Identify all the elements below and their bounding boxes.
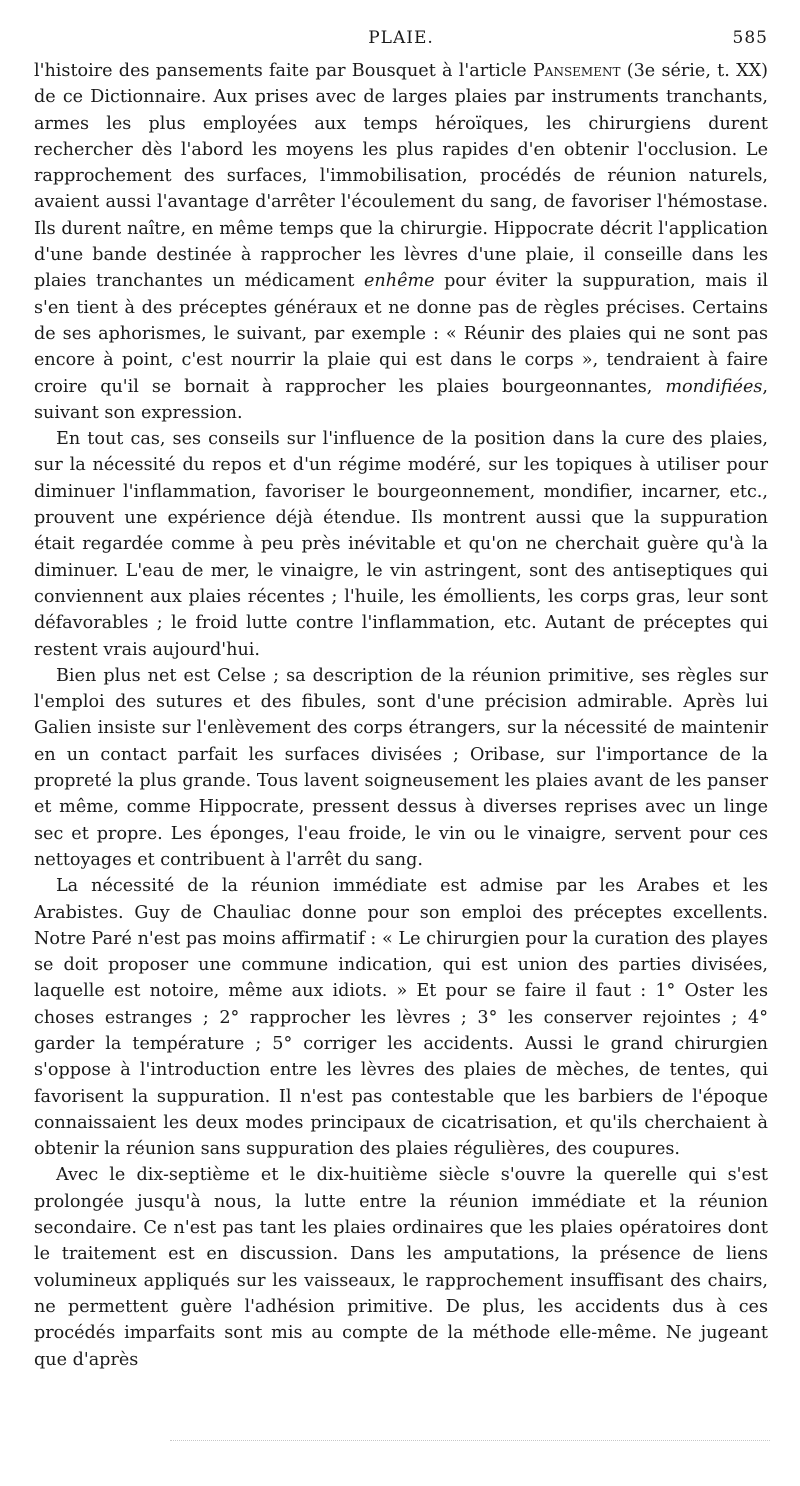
paragraph-1-text-d: , suivant son expression. xyxy=(34,376,768,423)
paragraph-2: En tout cas, ses conseils sur l'influence de la position dans la cure des plaies, sur la nécessité du repos et d'un régime modéré, sur les topiques à utiliser pour diminuer l'inflammation, favoriser le bourgeonnement, mondifier, incarner, etc., prouvent une expérience déjà étendue. Ils montrent aussi que la suppuration était regardée comme à peu près inévitable et qu'on ne cherchait guère qu'à la diminuer. L'eau de mer, le vinaigre, le vin astringent, sont des antiseptiques qui conviennent aux plaies récentes ; l'huile, les émollients, les corps gras, leur sont défavorables ; le froid lutte contre l'inflammation, etc. Autant de préceptes qui restent vrais aujourd'hui. xyxy=(34,429,768,660)
paragraph-3: Bien plus net est Celse ; sa description de la réunion primitive, ses règles sur l'emploi des sutures et des fibules, sont d'une précision admirable. Après lui Galien insiste sur l'enlèvement des corps étrangers, sur la nécessité de maintenir en un contact parfait les surfaces divisées ; Oribase, sur l'importance de la propreté la plus grande. Tous lavent soigneusement les plaies avant de les panser et même, comme Hippocrate, pressent dessus à diverses reprises avec un linge sec et propre. Les éponges, l'eau froide, le vin ou le vinaigre, servent pour ces nettoyages et contribuent à l'arrêt du sang. xyxy=(34,665,768,870)
article-reference: Pansement xyxy=(532,61,621,81)
page-number: 585 xyxy=(732,28,768,48)
paragraph-1-text-c: pour éviter la suppuration, mais il s'en tient à des préceptes généraux et ne donne pas de règles précises. Certains de ses aphorismes, le suivant, par exemple : « Réunir des plaies qui ne sont pas encore à point, c'est nourrir la plaie qui est dans le corps », tendraient à faire croire qu'il se bornait à rapprocher les plaies bourgeonnantes, xyxy=(34,271,768,397)
paragraph-4: La nécessité de la réunion immédiate est admise par les Arabes et les Arabistes. Guy de Chauliac donne pour son emploi des préceptes excellents. Notre Paré n'est pas moins affirmatif : « Le chirurgien pour la curation des playes se doit proposer une commune indication, qui est union des parties divisées, laquelle est notoire, même aux idiots. » Et pour se faire il faut : 1° Oster les choses estranges ; 2° rapprocher les lèvres ; 3° les conserver rejointes ; 4° garder la température ; 5° corriger les accidents. Aussi le grand chirurgien s'oppose à l'introduction entre les lèvres des plaies de mèches, de tentes, qui favorisent la suppuration. Il n'est pas contestable que les barbiers de l'époque connaissaient les deux modes principaux de cicatrisation, et qu'ils cherchaient à obtenir la réunion sans suppuration des plaies régulières, des coupures. xyxy=(34,876,768,1160)
document-page xyxy=(34,28,768,1373)
running-title: PLAIE. xyxy=(368,28,434,48)
paragraph-1-text-a: l'histoire des pansements faite par Bousquet à l'article xyxy=(34,61,533,81)
paragraph-5: Avec le dix-septième et le dix-huitième siècle s'ouvre la querelle qui s'est prolongée jusqu'à nous, la lutte entre la réunion immédiate et la réunion secondaire. Ce n'est pas tant les plaies ordinaires que les plaies opératoires dont le traitement est en discussion. Dans les amputations, la présence de liens volumineux appliqués sur les vaisseaux, le rapprochement insuffisant des chairs, ne permettent guère l'adhésion primitive. De plus, les accidents dus à ces procédés imparfaits sont mis au compte de la méthode elle-même. Ne jugeant que d'après xyxy=(34,1165,768,1370)
footer-scan-artifact xyxy=(170,1440,770,1445)
running-header xyxy=(34,28,768,58)
italic-term-mondifiees: mondifiées xyxy=(665,376,763,397)
paragraph-1-text-b: (3e série, t. XX) de ce Dictionnaire. Aux prises avec de larges plaies par instruments tranchants, armes les plus employées aux temps héroïques, les chirurgiens durent rechercher dès l'abord les moyens les plus rapides d'en obtenir l'occlusion. Le rapprochement des surfaces, l'immobilisation, procédés de réunion naturels, avaient aussi l'avantage d'arrêter l'écoulement du sang, de favoriser l'hémostase. Ils durent naître, en même temps que la chirurgie. Hippocrate décrit l'application d'une bande destinée à rapprocher les lèvres d'une plaie, il conseille dans les plaies tranchantes un médicament xyxy=(34,61,768,292)
italic-term-enheme: enhême xyxy=(364,271,435,292)
paragraph-1 xyxy=(34,58,768,426)
